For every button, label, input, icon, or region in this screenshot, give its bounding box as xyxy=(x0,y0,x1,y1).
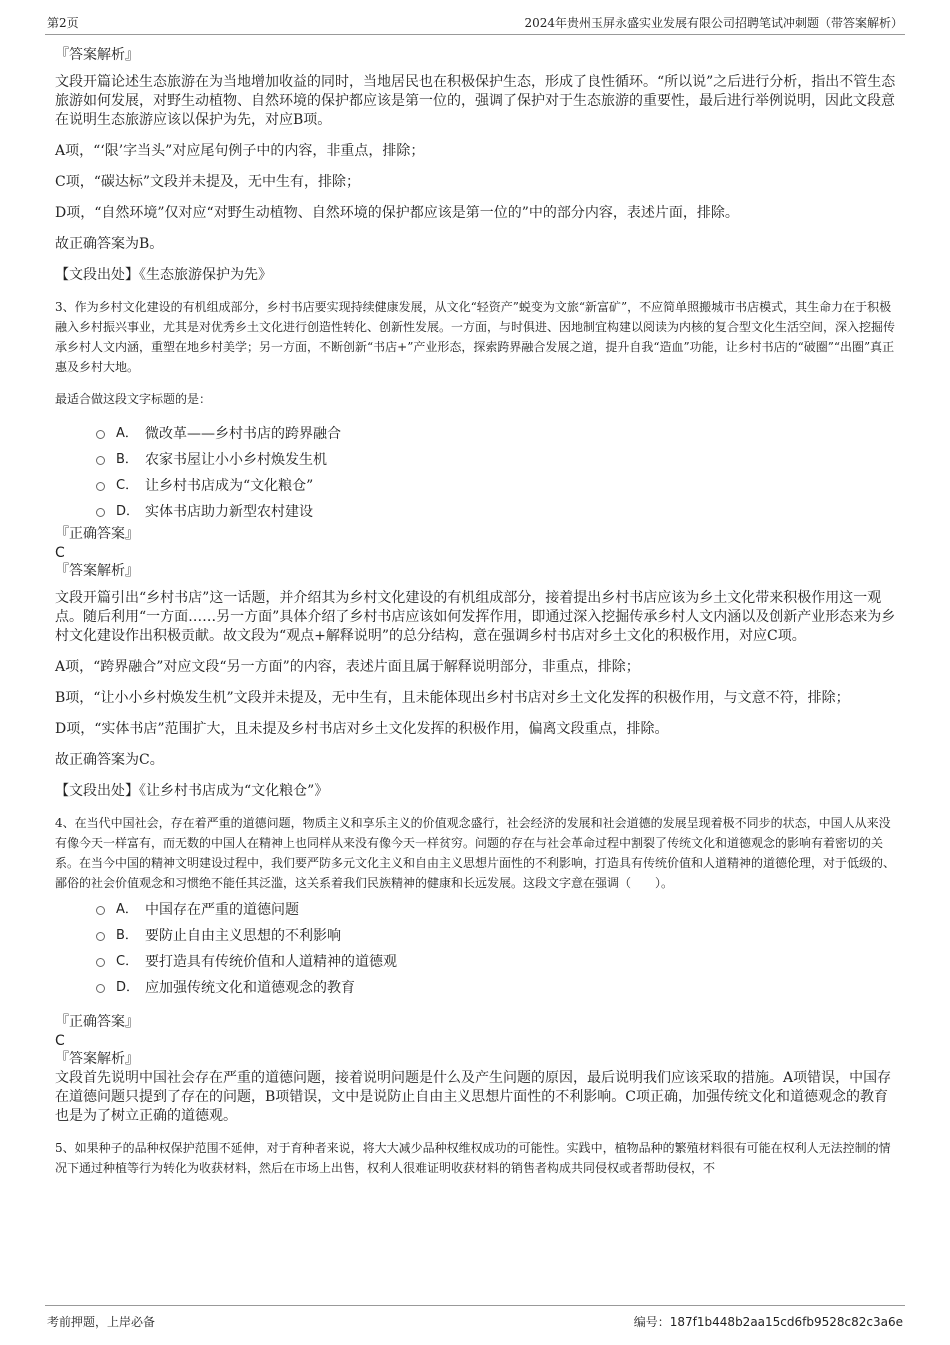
q3-note-b: B项，“让小小乡村焕发生机”文段并未提及，无中生有，且未能体现出乡村书店对乡土文化发挥的积极作用，与文意不符，排除； xyxy=(55,690,850,706)
q4-option-a[interactable] xyxy=(55,897,900,923)
q2-analysis: 文段开篇论述生态旅游在为当地增加收益的同时，当地居民也在积极保护生态，形成了良性循环。“所以说”之后进行分析，指出不管生态旅游如何发展，对野生动植物、自然环境的保护都应该是第一位的，强调了保护对于生态旅游的重要性，最后进行举例说明，因此文段意在说明生态旅游应该以保护为先，对应B项。 xyxy=(55,74,896,128)
q3-prompt: 最适合做这段文字标题的是： xyxy=(55,392,212,406)
radio-button[interactable] xyxy=(96,456,105,465)
q2-analysis-label: 『答案解析』 xyxy=(55,47,139,63)
option-letter: B． xyxy=(116,452,138,467)
option-text: 要打造具有传统价值和人道精神的道德观 xyxy=(145,954,397,970)
option-text: 要防止自由主义思想的不利影响 xyxy=(145,928,341,944)
q4-answer: C xyxy=(55,1033,65,1049)
q5-stem: 5、如果种子的品种权保护范围不延伸，对于育种者来说，将大大减少品种权维权成功的可能性。实践中，植物品种的繁殖材料很有可能在权利人无法控制的情况下通过种植等行为转化为收获材料，然后在市场上出售，权利人很难证明收获材料的销售者构成共同侵权或者帮助侵权，不 xyxy=(55,1141,891,1175)
q2-note-a: A项，“‘限’字当头”对应尾句例子中的内容，非重点，排除； xyxy=(55,143,425,159)
q3-note-a: A项，“跨界融合”对应文段“另一方面”的内容，表述片面且属于解释说明部分，非重点，排除； xyxy=(55,659,640,675)
option-letter: D． xyxy=(116,504,140,519)
radio-button[interactable] xyxy=(96,482,105,491)
q2-note-c: C项，“碳达标”文段并未提及，无中生有，排除； xyxy=(55,174,361,190)
radio-button[interactable] xyxy=(96,508,105,517)
q3-source: 【文段出处】《让乡村书店成为“文化粮仓”》 xyxy=(55,783,329,799)
option-letter: A． xyxy=(116,902,138,917)
page-number: 第2页 xyxy=(47,16,79,30)
document-title: 2024年贵州玉屏永盛实业发展有限公司招聘笔试冲刺题（带答案解析） xyxy=(524,16,903,30)
q3-answer-label: 『正确答案』 xyxy=(55,526,139,542)
q4-answer-label: 『正确答案』 xyxy=(55,1014,139,1030)
q3-analysis: 文段开篇引出“乡村书店”这一话题，并介绍其为乡村文化建设的有机组成部分，接着提出乡村书店应该为乡土文化带来积极作用这一观点。随后利用“一方面……另一方面”具体介绍了乡村书店应该如何发挥作用，即通过深入挖掘传承乡村人文内涵以及创新产业形态来为乡村文化建设作出积极贡献。故文段为“观点+解释说明”的总分结构，意在强调乡村书店对乡土文化的积极作用，对应C项。 xyxy=(55,590,896,644)
q2-conclusion: 故正确答案为B。 xyxy=(55,236,164,252)
option-letter: B． xyxy=(116,928,138,943)
q3-option-d[interactable] xyxy=(55,499,900,525)
q4-option-d[interactable] xyxy=(55,975,900,1001)
q3-stem: 3、作为乡村文化建设的有机组成部分，乡村书店要实现持续健康发展，从文化“轻资产”蜕变为文旅“新富矿”，不应简单照搬城市书店模式，其生命力在于积极融入乡村振兴事业，尤其是对优秀乡土文化进行创造性转化、创新性发展。一方面，与时俱进、因地制宜构建以阅读为内核的复合型文化生活空间，深入挖掘传承乡村人文内涵，重塑在地乡村美学；另一方面，不断创新“书店+”产业形态，探索跨界融合发展之道，提升自我“造血”功能，让乡村书店的“破圈”“出圈”真正惠及乡村大地。 xyxy=(55,300,896,374)
radio-button[interactable] xyxy=(96,906,105,915)
radio-button[interactable] xyxy=(96,958,105,967)
q3-options xyxy=(55,421,900,525)
option-text: 实体书店助力新型农村建设 xyxy=(145,504,313,520)
q3-option-c[interactable] xyxy=(55,473,900,499)
option-letter: C． xyxy=(116,954,139,969)
q3-conclusion: 故正确答案为C。 xyxy=(55,752,164,768)
option-text: 应加强传统文化和道德观念的教育 xyxy=(145,980,355,996)
q3-option-b[interactable] xyxy=(55,447,900,473)
option-letter: C． xyxy=(116,478,139,493)
option-letter: D． xyxy=(116,980,140,995)
option-text: 微改革——乡村书店的跨界融合 xyxy=(145,426,341,442)
q4-analysis-label: 『答案解析』 xyxy=(55,1051,139,1067)
q3-note-d: D项，“实体书店”范围扩大，且未提及乡村书店对乡土文化发挥的积极作用，偏离文段重点，排除。 xyxy=(55,721,669,737)
page-header xyxy=(45,12,905,35)
page-content xyxy=(55,46,900,1178)
radio-button[interactable] xyxy=(96,430,105,439)
q4-option-b[interactable] xyxy=(55,923,900,949)
option-text: 中国存在严重的道德问题 xyxy=(145,902,299,918)
document-id: 编号：187f1b448b2aa15cd6fb9528c82c3a6e xyxy=(633,1315,903,1329)
option-text: 农家书屋让小小乡村焕发生机 xyxy=(145,452,327,468)
q3-analysis-label: 『答案解析』 xyxy=(55,563,139,579)
q4-analysis: 文段首先说明中国社会存在严重的道德问题，接着说明问题是什么及产生问题的原因，最后说明我们应该采取的措施。A项错误，中国存在道德问题只提到了存在的问题，B项错误，文中是说防止自由主义思想片面性的不利影响。C项正确，加强传统文化和道德观念的教育也是为了树立正确的道德观。 xyxy=(55,1070,892,1124)
q2-source: 【文段出处】《生态旅游保护为先》 xyxy=(55,267,272,283)
q4-options xyxy=(55,897,900,1001)
radio-button[interactable] xyxy=(96,984,105,993)
q2-note-d: D项，“自然环境”仅对应“对野生动植物、自然环境的保护都应该是第一位的”中的部分内容，表述片面，排除。 xyxy=(55,205,739,221)
radio-button[interactable] xyxy=(96,932,105,941)
q4-option-c[interactable] xyxy=(55,949,900,975)
q4-stem: 4、在当代中国社会，存在着严重的道德问题，物质主义和享乐主义的价值观念盛行，社会经济的发展和社会道德的发展呈现着极不同步的状态，中国人从来没有像今天一样富有，而无数的中国人在精神上也同样从来没有像今天一样贫穷。问题的存在与社会革命过程中割裂了传统文化和道德观念的影响有着密切的关系。在当今中国的精神文明建设过程中，我们要严防多元文化主义和自由主义思想片面性的不利影响，打造具有传统价值和人道精神的道德伦理，对于低级的、鄙俗的社会价值观念和习惯绝不能任其泛滥，这关系着我们民族精神的健康和长远发展。这段文字意在强调（ ）。 xyxy=(55,816,896,890)
footer-slogan: 考前押题，上岸必备 xyxy=(47,1315,156,1329)
page-footer xyxy=(45,1305,905,1332)
q3-option-a[interactable] xyxy=(55,421,900,447)
option-text: 让乡村书店成为“文化粮仓” xyxy=(145,478,314,494)
option-letter: A． xyxy=(116,426,138,441)
q3-answer: C xyxy=(55,545,65,561)
